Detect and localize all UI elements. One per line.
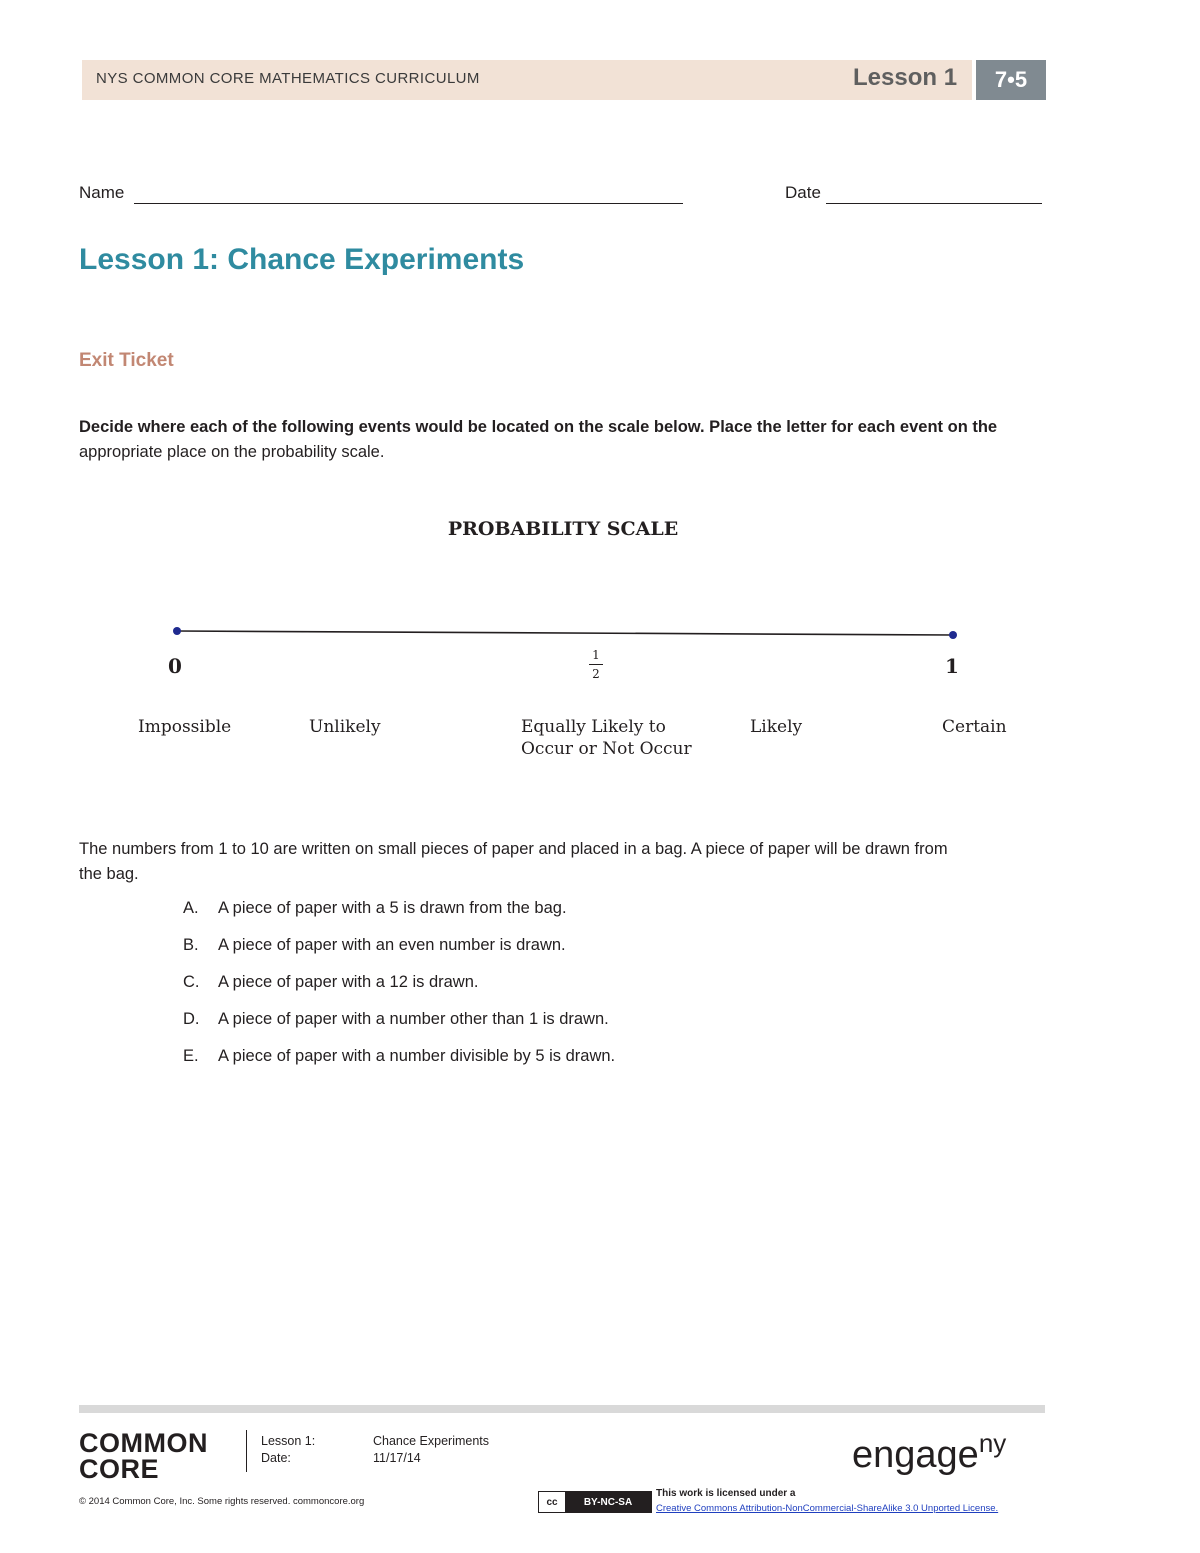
logo-line-2: CORE bbox=[79, 1454, 160, 1484]
label-impossible: Impossible bbox=[138, 717, 232, 737]
curriculum-title: NYS COMMON CORE MATHEMATICS CURRICULUM bbox=[96, 70, 480, 87]
problem-line-2: the bag. bbox=[79, 865, 139, 883]
scale-zero: 0 bbox=[168, 654, 182, 678]
event-text: A piece of paper with a 5 is drawn from the bag. bbox=[218, 899, 567, 917]
label-equally-likely-2: Occur or Not Occur bbox=[521, 739, 692, 759]
date-label: Date bbox=[785, 183, 821, 202]
name-label: Name bbox=[79, 183, 125, 202]
cc-license-badge[interactable] bbox=[538, 1491, 652, 1513]
scale-axis bbox=[177, 631, 953, 635]
event-text: A piece of paper with an even number is drawn. bbox=[218, 936, 566, 954]
footer-date-value: 11/17/14 bbox=[373, 1451, 421, 1465]
label-certain: Certain bbox=[942, 717, 1007, 737]
event-letter: A. bbox=[183, 899, 199, 917]
problem-line-1: The numbers from 1 to 10 are written on small pieces of paper and placed in a bag. A piece of paper will be drawn from bbox=[79, 840, 948, 858]
scale-title: PROBABILITY SCALE bbox=[447, 518, 679, 540]
probability-scale-line bbox=[160, 620, 970, 650]
date-field[interactable] bbox=[826, 202, 1042, 204]
engage-superscript: ny bbox=[978, 1428, 1007, 1458]
copyright-notice: © 2014 Common Core, Inc. Some rights reserved. commoncore.org bbox=[79, 1496, 365, 1507]
section-title: Exit Ticket bbox=[79, 350, 174, 371]
footer-separator bbox=[246, 1430, 247, 1472]
label-unlikely: Unlikely bbox=[309, 717, 381, 737]
scale-half-denominator: 2 bbox=[592, 667, 600, 681]
scale-one: 1 bbox=[945, 654, 959, 678]
event-letter: C. bbox=[183, 973, 200, 991]
grade-module-badge: 7•5 bbox=[976, 60, 1046, 100]
page-title: Lesson 1: Chance Experiments bbox=[79, 243, 525, 276]
scale-half-numerator: 1 bbox=[592, 648, 600, 662]
label-likely: Likely bbox=[750, 717, 803, 737]
license-link[interactable]: Creative Commons Attribution-NonCommercial-ShareAlike 3.0 Unported License. bbox=[656, 1503, 999, 1514]
name-field[interactable] bbox=[134, 202, 683, 204]
footer-date-label: Date: bbox=[261, 1451, 291, 1465]
lesson-label: Lesson 1 bbox=[853, 64, 958, 91]
event-letter: D. bbox=[183, 1010, 200, 1028]
license-intro: This work is licensed under a bbox=[656, 1488, 796, 1499]
footer-divider bbox=[79, 1405, 1045, 1413]
engage-text: engage bbox=[852, 1434, 979, 1476]
instructions-line-2: appropriate place on the probability scale. bbox=[79, 443, 385, 461]
scale-endpoint-one bbox=[949, 631, 957, 639]
footer-lesson-value: Chance Experiments bbox=[373, 1434, 490, 1448]
event-text: A piece of paper with a number other than 1 is drawn. bbox=[218, 1010, 609, 1028]
instructions-line-1: Decide where each of the following events would be located on the scale below. Place the letter for each event on the bbox=[79, 418, 998, 436]
logo-line-1: COMMON bbox=[79, 1428, 208, 1458]
scale-endpoint-zero bbox=[173, 627, 181, 635]
common-core-logo bbox=[79, 1430, 208, 1482]
scale-half bbox=[589, 648, 603, 681]
license-badge-text: BY-NC-SA bbox=[565, 1492, 651, 1512]
fraction-bar bbox=[589, 664, 603, 665]
label-equally-likely-1: Equally Likely to bbox=[521, 717, 666, 737]
event-text: A piece of paper with a number divisible by 5 is drawn. bbox=[218, 1047, 616, 1065]
event-letter: B. bbox=[183, 936, 199, 954]
event-letter: E. bbox=[183, 1047, 199, 1065]
engageny-logo bbox=[852, 1428, 1006, 1477]
event-text: A piece of paper with a 12 is drawn. bbox=[218, 973, 479, 991]
cc-icon: cc bbox=[546, 1496, 558, 1508]
footer-lesson-label: Lesson 1: bbox=[261, 1434, 316, 1448]
